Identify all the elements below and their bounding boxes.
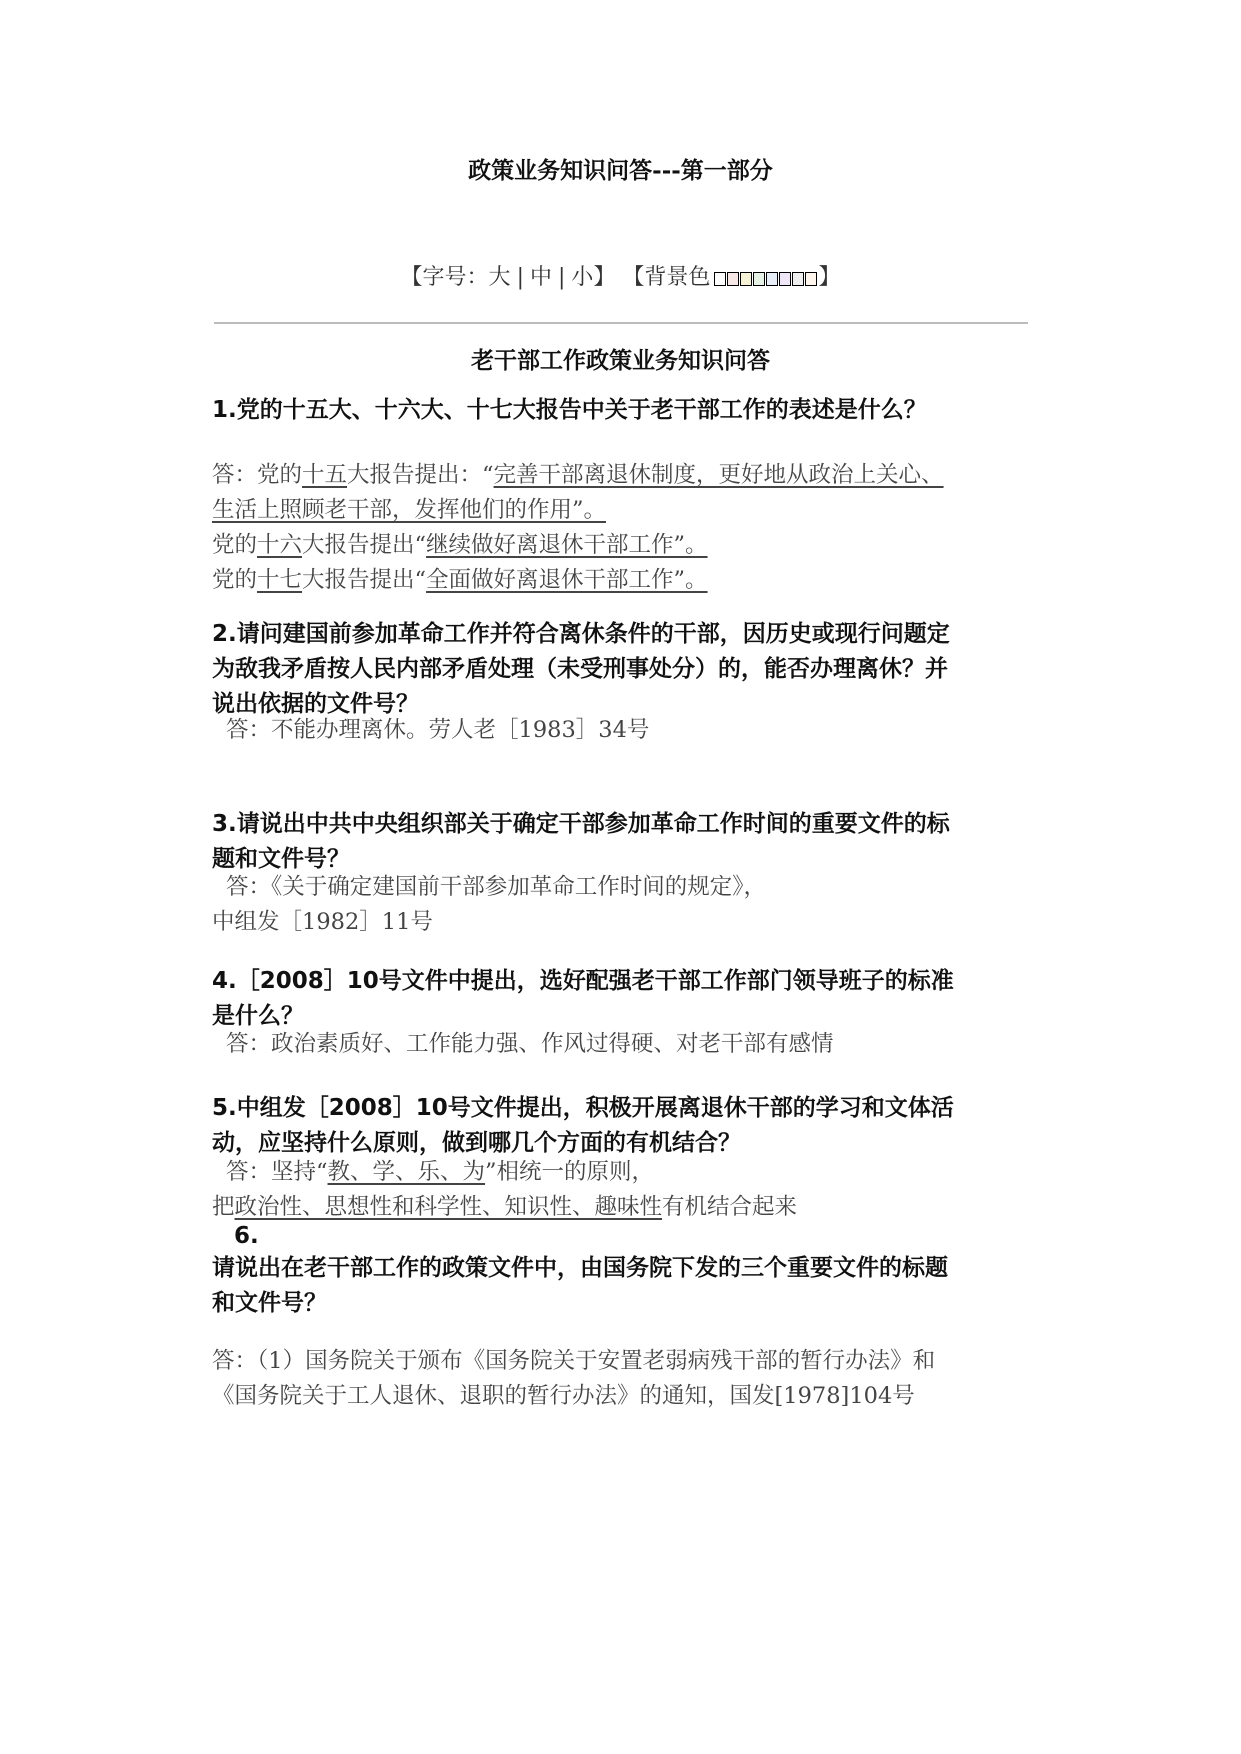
background-swatch[interactable] <box>766 272 778 286</box>
answer-text: 大报告提出：“ <box>347 462 494 488</box>
answer-2 <box>226 713 649 748</box>
section-title: 老干部工作政策业务知识问答 <box>471 347 770 374</box>
background-swatch[interactable] <box>740 272 752 286</box>
font-size-small-link[interactable]: 小 <box>571 265 594 290</box>
question-line: 题和文件号？ <box>212 846 350 872</box>
background-swatch[interactable] <box>792 272 804 286</box>
background-swatch[interactable] <box>714 272 726 286</box>
answer-3 <box>212 870 766 940</box>
answer-text: 有机结合起来 <box>662 1194 798 1220</box>
divider: | <box>516 265 524 290</box>
answer-text: 党的 <box>212 567 258 593</box>
underlined-text: 完善干部离退休制度，更好地从政治上关心、 <box>493 462 944 488</box>
answer-line <box>212 1155 797 1190</box>
underlined-text: 教、学、乐、为 <box>327 1159 486 1185</box>
font-size-label: 【字号： <box>400 265 489 290</box>
answer-line <box>212 493 944 528</box>
toolbar-close-bracket: 】 <box>818 265 841 290</box>
answer-text: 答：坚持“ <box>226 1159 328 1185</box>
font-size-medium-link[interactable]: 中 <box>529 265 552 290</box>
question-line: 和文件号？ <box>212 1290 327 1316</box>
question-2 <box>212 617 950 722</box>
answer-line <box>212 870 766 905</box>
answer-6 <box>212 1344 935 1414</box>
answer-text: 答：《关于确定建国前干部参加革命工作时间的规定》， <box>226 874 767 900</box>
question-3 <box>212 807 950 877</box>
answer-line <box>226 1027 834 1062</box>
answer-text: 大报告提出“ <box>302 567 427 593</box>
question-line: 3.请说出中共中央组织部关于确定干部参加革命工作时间的重要文件的标 <box>212 811 950 837</box>
underlined-text: 政治性、思想性和科学性、知识性、趣味性 <box>234 1194 663 1220</box>
question-6 <box>212 1251 948 1321</box>
answer-text: 大报告提出“ <box>302 532 427 558</box>
page-title: 政策业务知识问答---第一部分 <box>468 157 773 184</box>
question-line: 5.中组发［2008］10号文件提出，积极开展离退休干部的学习和文体活 <box>212 1095 954 1121</box>
background-swatch[interactable] <box>805 272 817 286</box>
divider: | <box>558 265 566 290</box>
background-color-label: 】 【背景色 <box>593 265 711 290</box>
underlined-text: 十六 <box>257 532 303 558</box>
question-1 <box>212 393 927 428</box>
background-swatch[interactable] <box>727 272 739 286</box>
question-line: 动，应坚持什么原则，做到哪几个方面的有机结合？ <box>212 1130 741 1156</box>
question-6-number: 6. <box>234 1223 259 1249</box>
answer-text: 答：政治素质好、工作能力强、作风过得硬、对老干部有感情 <box>226 1031 834 1057</box>
answer-text: ”相统一的原则， <box>485 1159 655 1185</box>
horizontal-divider <box>214 322 1028 324</box>
answer-line <box>212 1379 935 1414</box>
answer-line <box>226 713 649 748</box>
answer-line <box>212 1190 797 1225</box>
answer-5 <box>212 1155 797 1225</box>
answer-text: 《国务院关于工人退休、退职的暂行办法》的通知，国发[1978]104号 <box>212 1383 915 1409</box>
answer-line <box>212 1344 935 1379</box>
answer-text: 答：党的 <box>212 462 303 488</box>
underlined-text: 十七 <box>257 567 303 593</box>
answer-line <box>212 528 944 563</box>
question-line: 请说出在老干部工作的政策文件中，由国务院下发的三个重要文件的标题 <box>212 1255 948 1281</box>
answer-4 <box>226 1027 834 1062</box>
answer-1 <box>212 458 944 598</box>
question-line: 1.党的十五大、十六大、十七大报告中关于老干部工作的表述是什么？ <box>212 397 927 423</box>
underlined-text: 全面做好离退休干部工作”。 <box>426 567 708 593</box>
underlined-text: 继续做好离退休干部工作”。 <box>426 532 708 558</box>
answer-text: 把 <box>212 1194 235 1220</box>
font-size-large-link[interactable]: 大 <box>488 265 511 290</box>
background-swatch[interactable] <box>779 272 791 286</box>
underlined-text: 十五 <box>302 462 348 488</box>
background-swatches <box>714 267 818 292</box>
answer-text: 中组发［1982］11号 <box>212 909 433 935</box>
question-line: 是什么？ <box>212 1003 304 1029</box>
question-line: 为敌我矛盾按人民内部矛盾处理（未受刑事处分）的，能否办理离休？并 <box>212 656 948 682</box>
answer-line <box>212 458 944 493</box>
display-toolbar <box>0 260 1241 292</box>
background-swatch[interactable] <box>753 272 765 286</box>
answer-line <box>212 905 766 940</box>
answer-text: 答：不能办理离休。劳人老［1983］34号 <box>226 717 650 743</box>
answer-text: 答：（1）国务院关于颁布《国务院关于安置老弱病残干部的暂行办法》和 <box>212 1348 936 1374</box>
question-line: 4.［2008］10号文件中提出，选好配强老干部工作部门领导班子的标准 <box>212 968 954 994</box>
question-line: 说出依据的文件号？ <box>212 691 419 717</box>
question-5 <box>212 1091 954 1161</box>
underlined-text: 生活上照顾老干部，发挥他们的作用”。 <box>212 497 607 523</box>
question-line: 2.请问建国前参加革命工作并符合离休条件的干部，因历史或现行问题定 <box>212 621 950 647</box>
question-4 <box>212 964 954 1034</box>
answer-line <box>212 563 944 598</box>
answer-text: 党的 <box>212 532 258 558</box>
